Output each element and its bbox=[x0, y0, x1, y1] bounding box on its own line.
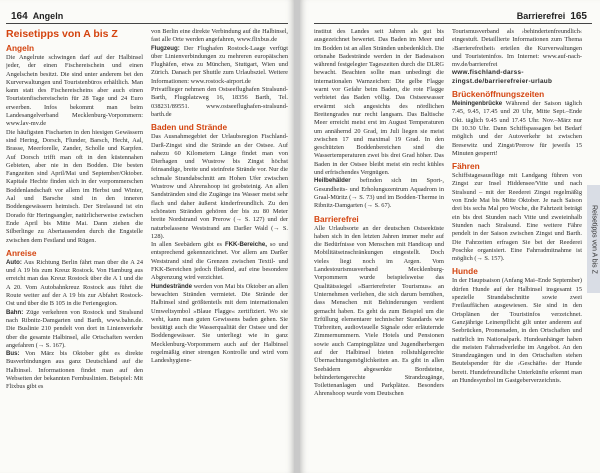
paragraph-auto bbox=[6, 259, 143, 309]
page-number: 165 bbox=[570, 10, 587, 22]
running-head-title: Barrierefrei bbox=[516, 11, 566, 21]
running-header bbox=[6, 9, 288, 23]
paragraph-text: Züge verkehren von Rostock und Stralsund nach Ribnitz-Damgarten und Barth, www.bahn.de. Die Buslinie 210 pendelt von dort in Linienverkehr über die gesamte Halbinsel, alle Ortschaften werden angefahren (→ S. 167). bbox=[6, 308, 143, 349]
column-1 bbox=[314, 28, 444, 469]
paragraph: Tourismusverband als ›behindertenfreundlich‹ eingestuft. Detaillierte Informationen zum Thema ›Barrierefreiheit‹ erteilen die Kurverwaltungen und Touristeninfos. Im Internet: www.auf-nach-mv.de/barrierefrei bbox=[452, 28, 582, 69]
paragraph-text: In allen Seebädern gibt es bbox=[151, 241, 222, 249]
keyword: Bahn: bbox=[6, 308, 24, 316]
keyword: Hundestrände bbox=[151, 282, 192, 290]
paragraph-heilbehaelder bbox=[314, 177, 444, 210]
paragraph: In der Hauptsaison (Anfang Mai–Ende September) dürfen Hunde auf der Halbinsel insgesamt 15 spezielle Strandabschnitte sowie zwei Freilauffächen ausgewiesen. Sie sind in den Ortsplänen der Touristinfos verzeichnet. Ganzjährige Leinenpflicht gilt unter anderem auf Seebrücken, Promenaden, in den Ortschaften und natürlich im Nationalpark. Hundeanhänger haben die meisten Fahrradverleihe im Angebot. An den Strandzugängen und in den Ortschaften stehen Beutelspender für die ›Geschäfte‹ der Hunde bereit. Hundefreundliche Unterkünfte erkennt man an Hundesymbol im Gastgeberverzeichnis. bbox=[452, 277, 582, 384]
paragraph-text: Während der Saison täglich 7.45, 9.45, 17.45 und 20 Uhr, Mitte Sept.–Ende Okt. täglich 9.45 und 17.45 Uhr. Nov.–März nur Di 10.30 Uhr. Dann Schiffspassagen bei Bedarf möglich und der Autoverkehr ist zwischen Bresewitz und Zingst/Prerow für jeweils 15 Minuten gesperrt! bbox=[452, 100, 582, 157]
header-rule bbox=[6, 23, 288, 24]
paragraph: von Berlin eine direkte Verbindung auf die Halbinsel, fast alle Orte werden angefahren, www.flixbus.de bbox=[151, 28, 288, 44]
paragraph: Schiffstagesausflüge mit Landgang führen von Zingst zur Insel Hiddensee/Vitte und nach Stralsund – mit der Reederei Zingst regelmäßig von Ende Mai bis Mitte Oktober. Je nach Saison drei bis sechs Mal pro Woche, die Fahrtzeit beträgt ein bis drei Stunden nach Vitte und zweieinhalb Stunden nach Stralsund. Eine weitere Fähre pendelt in der Saison zwischen Zingst und Barth. Die Fahrzeiten erfragen Sie bei der Reederei Poschke organisiert. Eine Fahrradmitnahme ist möglich (→ S. 157). bbox=[452, 172, 582, 263]
paragraph-fkk bbox=[151, 241, 288, 282]
column-1 bbox=[6, 28, 143, 469]
keyword: Flugzeug: bbox=[151, 44, 180, 52]
paragraph-hundestrand bbox=[151, 283, 288, 366]
header-rule bbox=[314, 23, 592, 24]
paragraph-text: Aus Richtung Berlin fährt man über die A 24 und A 19 bis zum Kreuz Rostock. Von Hamburg aus erreicht man das Kreuz Rostock über die A 1 und die A 20. Vom Autobahnkreuz Rostock aus führt die Route weiter auf der A 19 bis zur Abfahrt Rostock-Ost und über die B 105 in die Feriengegion. bbox=[6, 258, 143, 308]
paragraph: Die häufigsten Fischarten in den hiesigen Gewässern sind Hering, Dorsch, Flunder, Barsch, Hecht, Aal, Brasse, Meerforelle, Zander, Scholle und Karpfen. Auf Dorsch trifft man oft in den küstennahen Gebieten, aber nie in den Bodden. Die besten Fangzeiten sind April/Mai und September/Oktober. Kapitale Hechte finden sich in der vorpommerschen Boddenlandschaft vor allem im Herbst und Winter, Aal und Barsche sind in den inneren Boddengewässern heimisch. Der Strelasund ist ein Dorado für Heringsangler, natürlicherweise zwischen Ende April bis Mitte Mai. Dann ziehen die Silberlinge zu Abertausenden durch die Engstelle zwischen dem Festland und Rügen. bbox=[6, 128, 143, 244]
column-2 bbox=[452, 28, 582, 469]
column-2 bbox=[151, 28, 288, 469]
paragraph-bus bbox=[6, 350, 143, 391]
text-columns bbox=[314, 28, 582, 469]
keyword: FKK-Bereiche, bbox=[224, 241, 267, 249]
page-number: 164 bbox=[11, 10, 28, 22]
section-heading-faehren: Fähren bbox=[452, 161, 480, 172]
paragraph-text: Der Flughafen Rostock-Laage verfügt über Linienverbindungen zu mehreren europäischen Flughäfen, etwa zu München, Stuttgart, Wien und Zürich. Danach per Shuttle zum Urlaubsziel. Weitere Informationen: www.rostock-airport.de bbox=[151, 44, 288, 85]
section-heading-baden: Baden und Strände bbox=[151, 122, 228, 133]
keyword: Auto: bbox=[6, 258, 22, 266]
section-heading-hunde: Hunde bbox=[452, 266, 478, 277]
side-tab-label: Reisetipps von A bis Z bbox=[590, 204, 598, 274]
paragraph-meiningenbruecke bbox=[452, 100, 582, 158]
paragraph-bahn bbox=[6, 309, 143, 350]
paragraph: institut des Landes seit Jahren als gut bis ausgezeichnet bewertet. Das Baden im Meer und im Bodden ist an allen Stränden unbedenklich. Die ortsnahe Badestrände werden in der Badesaison während festgelegter Tageszeiten durch die DLRG bewacht. Beachten sollte man unbedingt die internationalen Warnzeichen: Die gelbe Flagge warnt vor Gefahr beim Baden, die rote Flagge verbietet das Baden völlig. Das Ostseewasser erwärmt sich angesichts des nördlichen Breitengrades nur recht langsam. Das Baltische Meer erreicht meist erst im August Temperaturen um annähernd 20 Grad, im Juli liegen sie meist zwischen 17 und maximal 19 Grad. In den geschützten Boddenbereichen sind die Wassertemperaturen zwei bis drei Grad höher. Das Baden in der Ostsee bleibt meist ein recht kühles und erfrischendes Vergnügen. bbox=[314, 28, 444, 177]
paragraph-text: befinden sich im Sport-, Gesundheits- und Erholungszentrum Aquadrom in Graal-Müritz (→ S. 73) und im Bodden-Therme in Ribnitz-Damgarten (→ S. 67). bbox=[314, 177, 444, 210]
section-heading-anreise: Anreise bbox=[6, 247, 37, 258]
left-page bbox=[0, 0, 294, 473]
running-head-title: Angeln bbox=[32, 11, 64, 21]
paragraph-flugzeug bbox=[151, 45, 288, 86]
paragraph: Alle Urlaubsorte an der deutschen Ostseeküste haben sich in den letzten Jahren immer mehr auf die Bedürfnisse von Menschen mit Handicap und Mobilitätseinschränkungen eingestellt. Doch vieles liegt noch im Argen. Vom Landestourismusverband Mecklenburg-Vorpommern wurde beispielsweise das Qualitätssiegel »Barrierefreier Tourismus« an Unternehmen verliehen, die sich darum bemühen, dass Menschen mit Behinderungen verdient gemacht haben. Es geht da zum Beispiel um die Erfüllung elementarer technischer Standards wie Türbreiten, audiovisuelle Signale oder erläuternde Zimmernummern. Viele Hotels und Pensionen sowie auch Campingplätze und Jugendherbergen auf der Halbinsel bieten rollstuhlgerechte Übernachtungsmöglichkeiten an. Es gibt in allen Seebädern abgesenkte Bordsteine, behindertengerechte Strandzugänge, Toilettenanlagen und Parkplätze. Besonders Ahrenshoop wurde vom Deutschen bbox=[314, 224, 444, 398]
keyword: Heilbehälder bbox=[314, 177, 351, 185]
section-heading-barrierefrei: Barrierefrei bbox=[314, 213, 359, 224]
paragraph: Privatflieger nehmen den Ostseeflughafen Stralsund-Barth, Flugplatzweg 16, 18356 Barth, Tel. 038231/89551. www.ostseeflughafen-stralsund-barth.de bbox=[151, 86, 288, 118]
paragraph: Die Angelrute schwingen darf auf der Halbinsel jeder, der einen Fischereischein und einen Angelschein besitzt. Die sind unter anderem bei den Kurverwaltungen und Touristenbüros erhältlich. Man kann statt des Fischereischeins aber auch einen Touristenfischereischein für 28 Tage und 24 Euro erwerben. Infos bekommt man beim Landesangelverband Mecklenburg-Vorpommern: www.lav-mv.de bbox=[6, 54, 143, 128]
chapter-heading: Reisetipps von A bis Z bbox=[6, 28, 118, 40]
paragraph: Das Ausnahmegebiet der Urlaubsregion Fischland-Darß-Zingst sind die Strände an der Ostsee. Auf nahezu 60 Kilometern Länge findet man von Dierhagen und Wustrow bis Zingst höchst feinsandige, breite und steinfreie Strände vor. Nur die schmale Strandabschnitt am Hohen Ufer zwischen Wustrow und Ahrenshoop ist grobsteinig. An allen Sandstränden sind die Zugänge ins Wasser meist sehr flach und daher äußerst kinderfreundlich. Zu den schönsten Stränden gehören der bis zu 80 Meter breite Nordstrand von Prerow (→ S. 127) und der naturbelassene Weststrand am Darßer Wald (→ S. 128). bbox=[151, 133, 288, 240]
right-page bbox=[300, 0, 600, 473]
paragraph-text: Von März bis Oktober gibt es direkte Busverbindungen aus ganz Deutschland auf die Halbinsel. Informationen findet man auf den Webseiten der bekannten Fernbuslinien. Beispiel: Mit Flixbus gibt es bbox=[6, 350, 143, 391]
keyword: Meiningenbrücke bbox=[452, 100, 503, 108]
running-header bbox=[314, 9, 592, 23]
section-heading-brueckenoeffnung: Brückenöffnungszeiten bbox=[452, 89, 545, 100]
text-columns bbox=[6, 28, 288, 469]
side-thumb-tab bbox=[587, 185, 600, 293]
section-heading-angeln: Angeln bbox=[6, 43, 35, 53]
web-link[interactable]: www.fischland-darss-zingst.de/barrierefreier-urlaub bbox=[452, 69, 553, 85]
keyword: Bus: bbox=[6, 350, 20, 358]
paragraph-text: so und entsprechend gekennzeichnet. Vor allem am Darßer Weststrand sind die Grenzen zwischen Textil- und FKK-Bereichen jedoch fließend, auf eine besondere Abgrenzung wird verzichtet. bbox=[151, 241, 288, 282]
paragraph-text: werden von Mai bis Oktober an allen bewachten Stränden vermietet. Die Strände der Halbinsel sind größtenteils mit dem internationalen Umweltsymbol »Blaue Flagge« zertifiziert. Wo sie weht, kann man guten Gewissens baden gehen. Sie bestätigt auch die Wasserqualität der Ostsee und der Boddengewässer. Sie unterliegt wie in ganz Mecklenburg-Vorpommern auch auf der Halbinsel regelmäßig einer strengen Kontrolle und wird vom Landeshygiene- bbox=[151, 282, 288, 365]
